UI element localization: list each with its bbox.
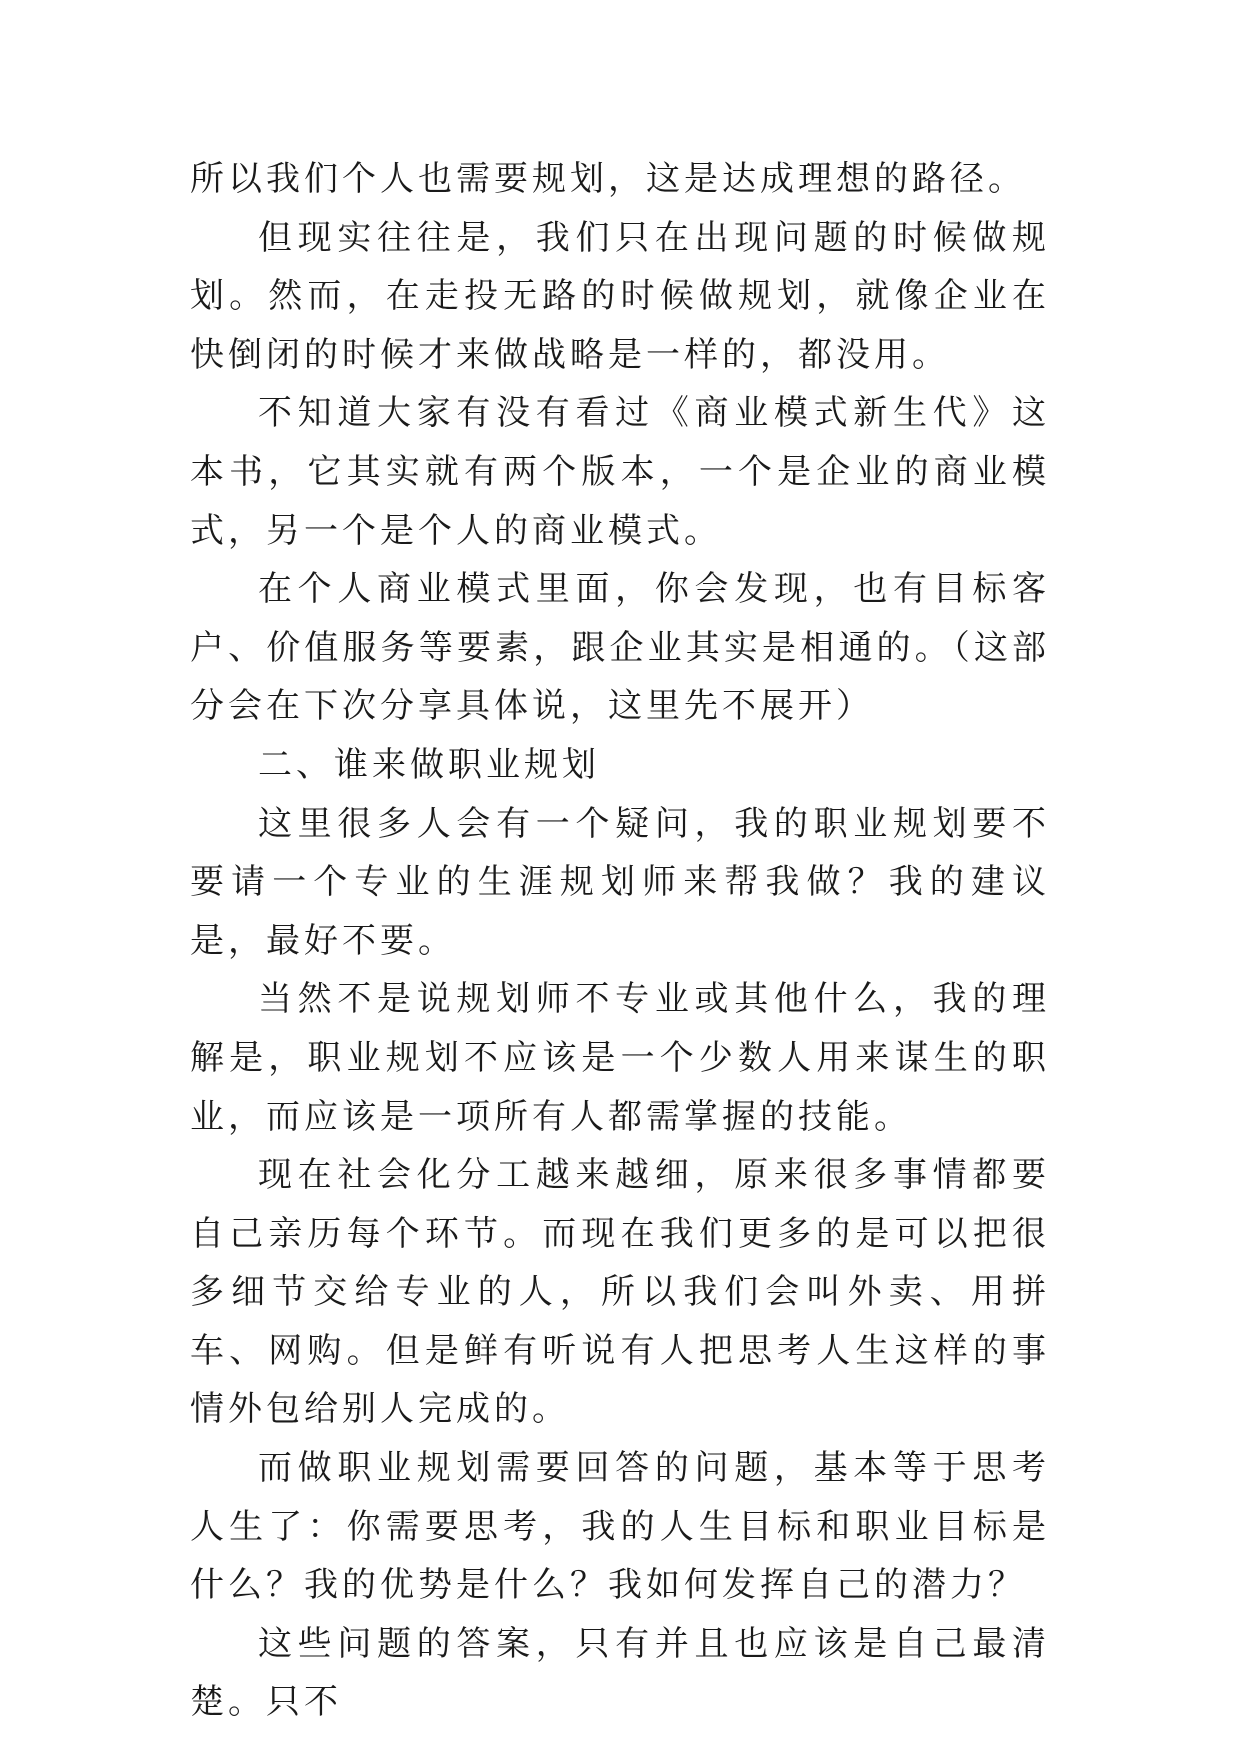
paragraph-1: 所以我们个人也需要规划，这是达成理想的路径。 — [190, 159, 1026, 199]
paragraph-5: 这里很多人会有一个疑问，我的职业规划要不要请一个专业的生涯规划师来帮我做？我的建议是，最好不要。 — [190, 803, 1050, 961]
body-text — [190, 150, 1050, 1732]
section-heading: 二、谁来做职业规划 — [258, 744, 600, 785]
paragraph-6: 当然不是说规划师不专业或其他什么，我的理解是，职业规划不应该是一个少数人用来谋生的职业，而应该是一项所有人都需掌握的技能。 — [190, 979, 1050, 1137]
paragraph-2: 但现实往往是，我们只在出现问题的时候做规划。然而，在走投无路的时候做规划，就像企业在快倒闭的时候才来做战略是一样的，都没用。 — [190, 217, 1050, 375]
paragraph-3: 不知道大家有没有看过《商业模式新生代》这本书，它其实就有两个版本，一个是企业的商业模式，另一个是个人的商业模式。 — [190, 393, 1050, 551]
paragraph-4: 在个人商业模式里面，你会发现，也有目标客户、价值服务等要素，跟企业其实是相通的。（这部分会在下次分享具体说，这里先不展开） — [190, 569, 1050, 727]
paragraph-7: 现在社会化分工越来越细，原来很多事情都要自己亲历每个环节。而现在我们更多的是可以把很多细节交给专业的人，所以我们会叫外卖、用拼车、网购。但是鲜有听说有人把思考人生这样的事情外包给别人完成的。 — [190, 1155, 1050, 1430]
paragraph-8: 而做职业规划需要回答的问题，基本等于思考人生了：你需要思考，我的人生目标和职业目标是什么？我的优势是什么？我如何发挥自己的潜力？ — [190, 1448, 1050, 1606]
paragraph-9: 这些问题的答案，只有并且也应该是自己最清楚。只不 — [190, 1623, 1050, 1723]
